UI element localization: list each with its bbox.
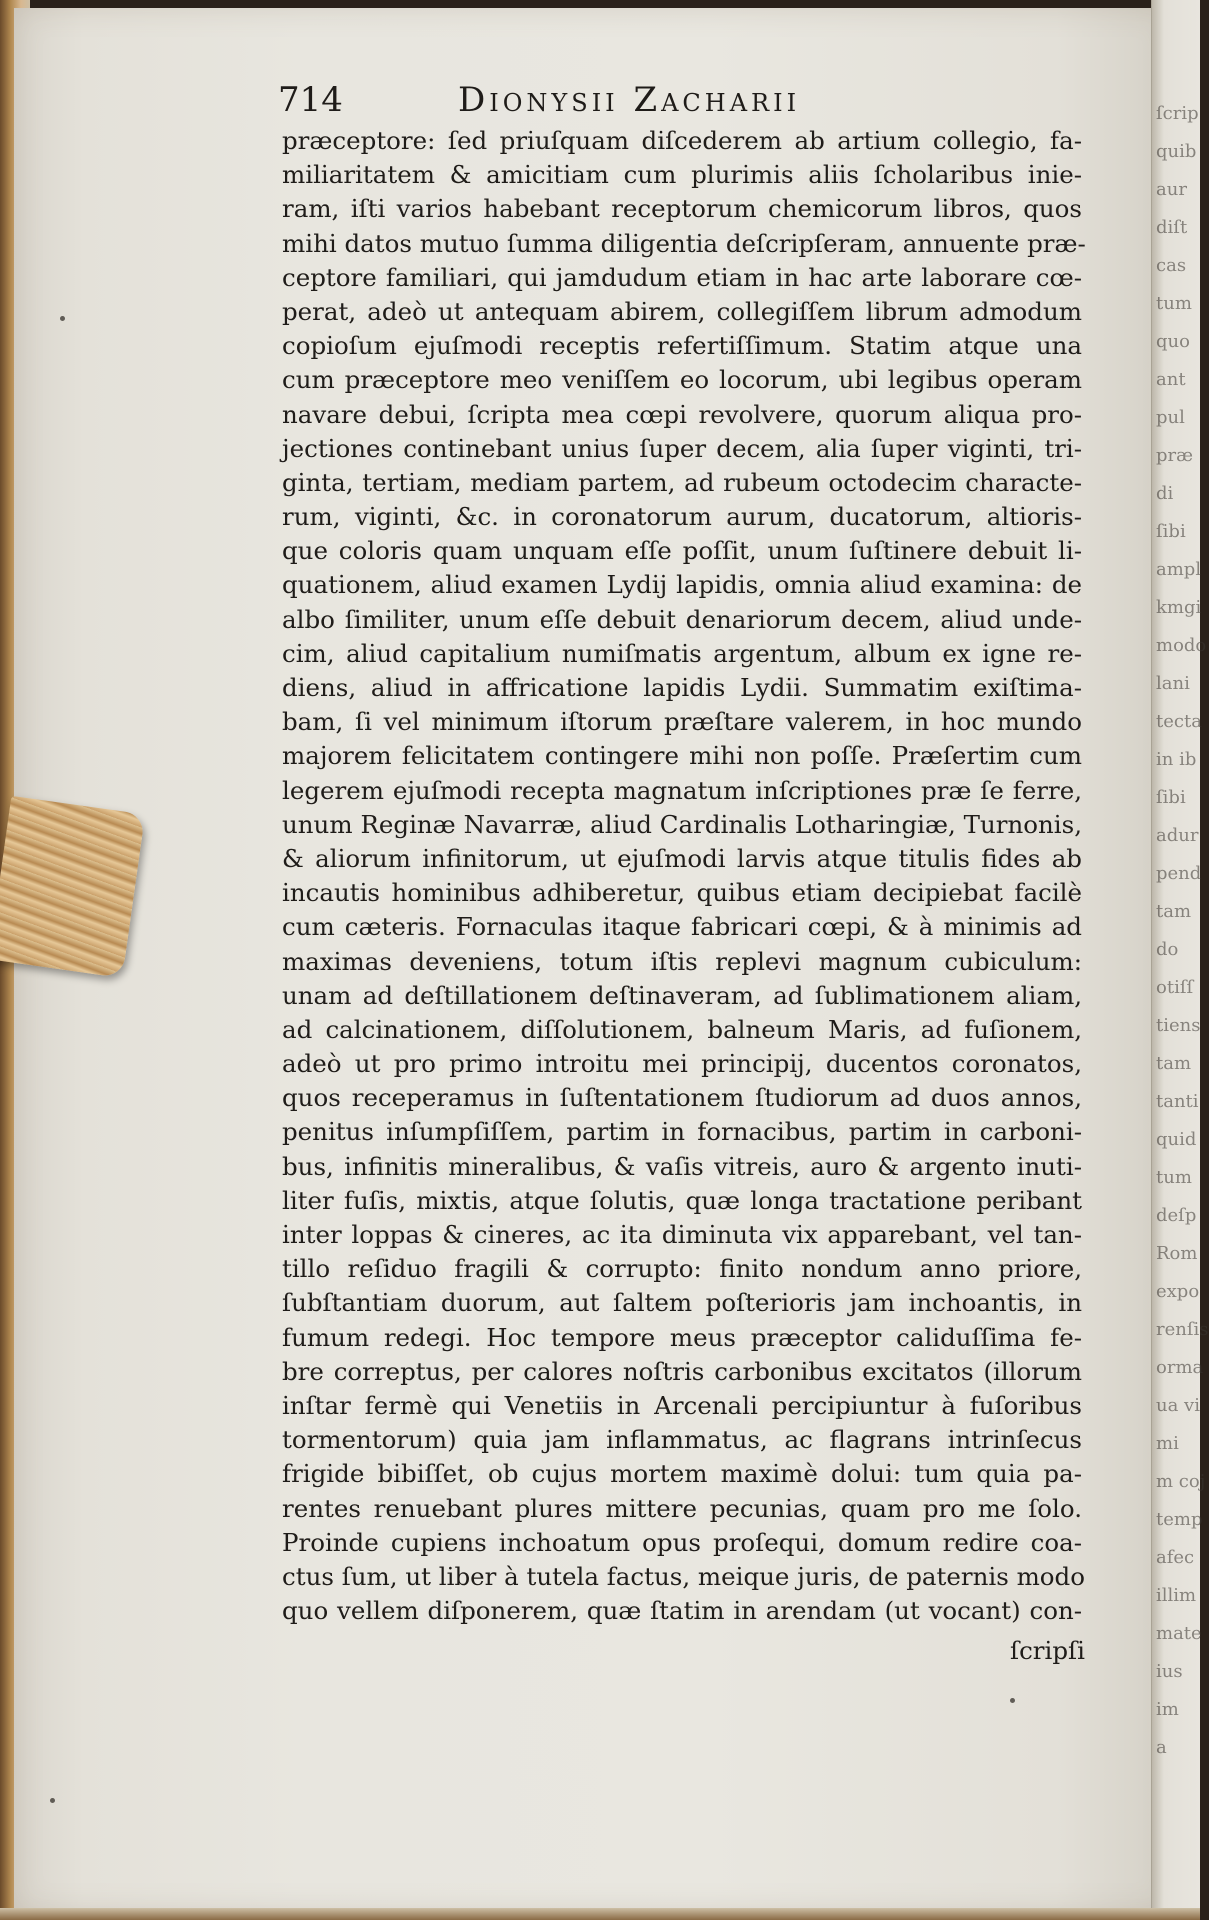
facing-page-fragment: do xyxy=(1156,939,1179,960)
facing-page-fragment: m coj xyxy=(1156,1471,1206,1492)
facing-page-fragment: afec xyxy=(1156,1547,1195,1568)
text-line: penitus inſumpſiſſem, partim in fornacibus, partim in carboni- xyxy=(282,1117,1082,1147)
text-line: præceptore: ſed priuſquam diſcederem ab artium collegio, fa- xyxy=(282,126,1082,155)
text-line: ginta, tertiam, mediam partem, ad rubeum octodecim characte- xyxy=(282,467,1082,497)
facing-page-fragment: ant xyxy=(1156,369,1186,390)
page-header xyxy=(278,74,1078,124)
facing-page-fragment: lani xyxy=(1156,673,1190,694)
facing-page-fragment: ua vi xyxy=(1156,1395,1200,1416)
text-line: maximas deveniens, totum iſtis replevi magnum cubiculum: xyxy=(282,946,1082,976)
facing-page-fragment: quo xyxy=(1156,331,1190,352)
text-line: bre correptus, per calores noſtris carbonibus excitatos (illorum xyxy=(282,1356,1082,1386)
text-line: perat, adeò ut antequam abirem, collegiſſem librum admodum xyxy=(282,296,1082,326)
facing-page-fragment: renſis xyxy=(1156,1319,1209,1340)
facing-page-fragment: tanti xyxy=(1156,1091,1199,1112)
facing-page-fragment: mate xyxy=(1156,1623,1202,1644)
facing-page-fragment: præ xyxy=(1156,445,1194,466)
text-line: bam, ſi vel minimum iſtorum præſtare valerem, in hoc mundo xyxy=(282,707,1082,737)
text-line: rentes renuebant plures mittere pecunias, quam pro me ſolo. xyxy=(282,1493,1082,1523)
text-line: ram, iſti varios habebant receptorum chemicorum libros, quos xyxy=(282,194,1082,224)
facing-page-fragment: im xyxy=(1156,1699,1179,1720)
text-line: fumum redegi. Hoc tempore meus præceptor caliduſſima fe- xyxy=(282,1322,1082,1352)
text-line: quationem, aliud examen Lydij lapidis, omnia aliud examina: de xyxy=(282,570,1082,600)
facing-page-fragment: tam xyxy=(1156,1053,1192,1074)
text-line: bus, infinitis mineralibus, & vaſis vitreis, auro & argento inuti- xyxy=(282,1151,1082,1181)
text-line: cum præceptore meo veniſſem eo locorum, ubi legibus operam xyxy=(282,365,1082,395)
text-line: cum cæteris. Fornaculas itaque fabricari cœpi, & à minimis ad xyxy=(282,912,1082,942)
text-line: quos receperamus in ſuſtentationem ſtudiorum ad duos annos, xyxy=(282,1083,1082,1113)
facing-page-fragment: illim xyxy=(1156,1585,1197,1606)
text-line: tormentorum) quia jam inflammatus, ac flagrans intrinſecus xyxy=(282,1425,1082,1455)
text-line: incautis hominibus adhiberetur, quibus etiam decipiebat facilè xyxy=(282,878,1082,908)
page-number: 714 xyxy=(278,80,343,120)
facing-page-fragment: deſp xyxy=(1156,1205,1197,1226)
facing-page-fragment: modo xyxy=(1156,635,1207,656)
text-line: ad calcinationem, diſſolutionem, balneum Maris, ad fuſionem, xyxy=(282,1014,1082,1044)
ink-speck xyxy=(50,1798,55,1803)
text-line: albo ſimiliter, unum eſſe debuit denariorum decem, aliud unde- xyxy=(282,604,1082,634)
facing-page-fragment: tum xyxy=(1156,1167,1192,1188)
text-line: unam ad deſtillationem deſtinaveram, ad ſublimationem aliam, xyxy=(282,980,1082,1010)
text-line: frigide bibiſſet, ob cujus mortem maximè dolui: tum quia pa- xyxy=(282,1459,1082,1489)
text-line: majorem felicitatem contingere mihi non poſſe. Præſertim cum xyxy=(282,741,1082,771)
facing-page-fragment: ampl xyxy=(1156,559,1202,580)
facing-page-text xyxy=(1156,95,1209,1767)
facing-page-fragment: otiſſ xyxy=(1156,977,1194,998)
facing-page-fragment: quid xyxy=(1156,1129,1197,1150)
text-line: navare debui, ſcripta mea cœpi revolvere, quorum aliqua pro- xyxy=(282,399,1082,429)
text-line: rum, viginti, &c. in coronatorum aurum, ducatorum, altioris- xyxy=(282,502,1082,532)
ink-speck xyxy=(1010,1698,1015,1703)
text-line: & aliorum infinitorum, ut ejuſmodi larvis atque titulis fides ab xyxy=(282,843,1082,873)
ink-speck xyxy=(60,316,65,321)
facing-page-fragment: pend xyxy=(1156,863,1202,884)
facing-page-edge xyxy=(1151,0,1209,1920)
catchword: ſcripſi xyxy=(1010,1636,1085,1665)
facing-page-fragment: ius xyxy=(1156,1661,1183,1682)
facing-page-fragment: diſt xyxy=(1156,217,1188,238)
facing-page-fragment: Rom xyxy=(1156,1243,1198,1264)
text-line: ſubſtantiam duorum, aut ſaltem poſterioris jam inchoantis, in xyxy=(282,1288,1082,1318)
facing-page-fragment: cas xyxy=(1156,255,1187,276)
facing-page-fragment: expo xyxy=(1156,1281,1200,1302)
facing-page-fragment: in ib xyxy=(1156,749,1197,770)
facing-page-fragment: tiens xyxy=(1156,1015,1201,1036)
text-line: tillo reſiduo fragili & corrupto: finito nondum anno priore, xyxy=(282,1254,1082,1284)
running-head: Dionysii Zacharii xyxy=(458,80,801,120)
facing-page-fragment: temp xyxy=(1156,1509,1203,1530)
text-line: adeò ut pro primo introitu mei principij, ducentos coronatos, xyxy=(282,1049,1082,1079)
text-line: mihi datos mutuo ſumma diligentia deſcripſeram, annuente præ- xyxy=(282,228,1086,258)
facing-page-fragment: aur xyxy=(1156,179,1187,200)
facing-page-fragment: kmgi xyxy=(1156,597,1202,618)
facing-page-fragment: orma xyxy=(1156,1357,1204,1378)
text-line: cim, aliud capitalium numiſmatis argentum, album ex igne re- xyxy=(282,638,1082,668)
text-line: que coloris quam unquam eſſe poſſit, unum ſuſtinere debuit li- xyxy=(282,536,1082,566)
facing-page-fragment: ſibi xyxy=(1156,787,1186,808)
facing-page-fragment: mi xyxy=(1156,1433,1179,1454)
facing-page-fragment: pul xyxy=(1156,407,1185,428)
facing-page-fragment: quib xyxy=(1156,141,1197,162)
facing-page-fragment: adur xyxy=(1156,825,1199,846)
text-line: legerem ejuſmodi recepta magnatum inſcriptiones præ ſe ferre, xyxy=(282,775,1082,805)
text-line: diens, aliud in affricatione lapidis Lydii. Summatim exiſtima- xyxy=(282,673,1082,702)
text-line: ctus ſum, ut liber à tutela factus, meique juris, de paternis modo xyxy=(282,1561,1085,1591)
text-line: ceptore familiari, qui jamdudum etiam in hac arte laborare cœ- xyxy=(282,262,1082,292)
facing-page-fragment: ſcrip xyxy=(1156,103,1199,124)
text-line: inter loppas & cineres, ac ita diminuta vix apparebant, vel tan- xyxy=(282,1220,1082,1249)
text-line: jectiones continebant unius ſuper decem, alia ſuper viginti, tri- xyxy=(282,433,1082,463)
text-line: miliaritatem & amicitiam cum plurimis aliis ſcholaribus inie- xyxy=(282,160,1082,190)
body-text xyxy=(282,124,1086,1628)
facing-page-fragment: tum xyxy=(1156,293,1192,314)
text-line: Proinde cupiens inchoatum opus proſequi, domum redire coa- xyxy=(282,1527,1082,1557)
facing-page-fragment: a xyxy=(1156,1737,1167,1758)
facing-page-fragment: di xyxy=(1156,483,1174,504)
text-line: quo vellem diſponerem, quæ ſtatim in arendam (ut vocant) con- xyxy=(282,1596,1082,1626)
book-bottom-edge xyxy=(0,1908,1200,1920)
text-line: copioſum ejuſmodi receptis refertiſſimum. Statim atque una xyxy=(282,331,1082,361)
wooden-page-marker xyxy=(0,796,145,978)
facing-page-fragment: ſibi xyxy=(1156,521,1186,542)
text-line: liter fuſis, mixtis, atque ſolutis, quæ longa tractatione peribant xyxy=(282,1185,1082,1215)
facing-page-fragment: tam xyxy=(1156,901,1192,922)
text-line: inſtar fermè qui Venetiis in Arcenali percipiuntur à fuſoribus xyxy=(282,1390,1082,1420)
facing-page-fragment: tecta xyxy=(1156,711,1202,732)
text-line: unum Reginæ Navarræ, aliud Cardinalis Lotharingiæ, Turnonis, xyxy=(282,809,1082,839)
